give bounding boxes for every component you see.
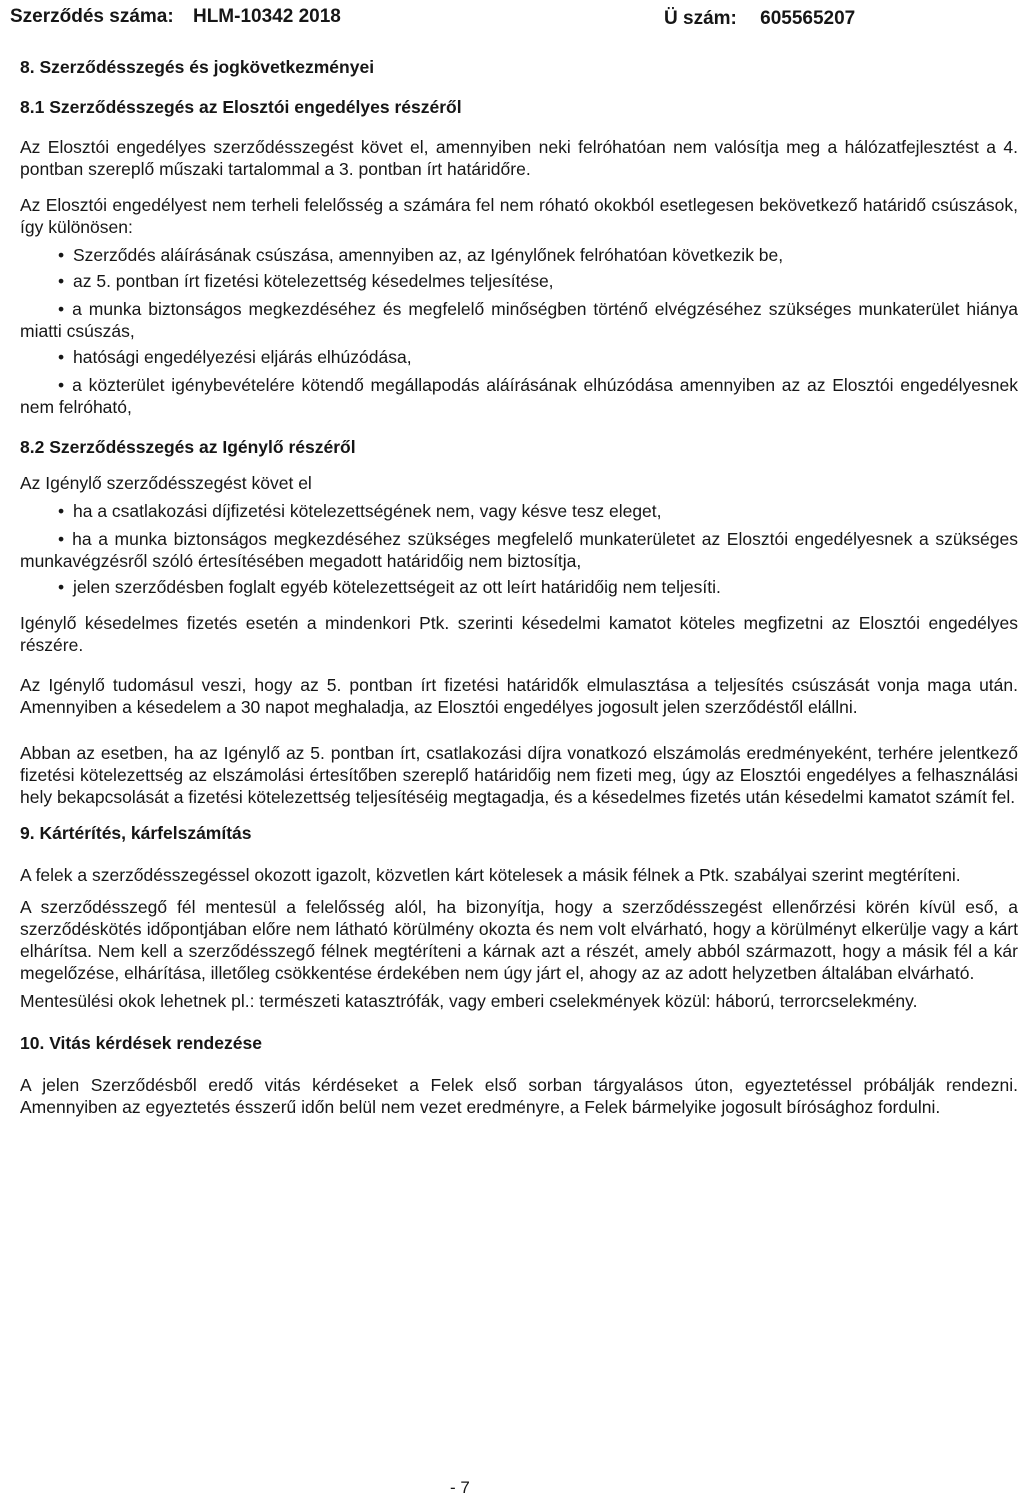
u-number-value: 605565207 xyxy=(760,8,856,29)
section-8-2-bullet-list xyxy=(20,500,1018,598)
list-item: • ha a csatlakozási díjfizetési kötelezettségének nem, vagy késve tesz eleget, xyxy=(20,500,1018,522)
section-9-paragraph-1: A felek a szerződésszegéssel okozott igazolt, közvetlen kárt kötelesek a másik félnek a Ptk. szabályai szerint megtéríteni. xyxy=(20,865,961,885)
contract-number-label: Szerződés száma: xyxy=(10,6,174,27)
document-header xyxy=(10,6,1000,36)
section-10-paragraph-1: A jelen Szerződésből eredő vitás kérdéseket a Felek első sorban tárgyalásos úton, egyeztetéssel próbálják rendezni. Amennyiben az egyeztetés ésszerű időn belül nem vezet eredményre, a Felek bármelyike jogosult bírósághoz fordulni. xyxy=(20,1075,1018,1117)
u-number-block xyxy=(664,8,855,30)
section-8-1-paragraph-2: Az Elosztói engedélyest nem terheli felelősség a számára fel nem róható okokból esetlegesen bekövetkező határidő csúszások, így különösen: xyxy=(20,195,1018,237)
section-8-2-paragraph-2: Igénylő késedelmes fizetés esetén a mindenkori Ptk. szerinti késedelmi kamatot köteles megfizetni az Elosztói engedélyes részére. xyxy=(20,613,1018,655)
list-item: • jelen szerződésben foglalt egyéb kötelezettségeit az ott leírt határidőig nem teljesíti. xyxy=(20,576,1018,598)
section-8-1-bullet-list xyxy=(20,244,1018,418)
list-item: • a munka biztonságos megkezdéséhez és megfelelő minőségben történő elvégzéséhez szükséges munkaterület hiánya miatti csúszás, xyxy=(20,299,1018,341)
section-8-2-paragraph-4: Abban az esetben, ha az Igénylő az 5. pontban írt, csatlakozási díjra vonatkozó elszámolás eredményeként, terhére jelentkező fizetési kötelezettség az elszámolási értesítőben szereplő határidőig nem fizeti meg, úgy az Elosztói engedélyes a felhasználási hely bekapcsolását a fizetési kötelezettség teljesítéséig megtagadja, és a késedelmes fizetés után késedelmi kamatot számít fel. xyxy=(20,743,1018,807)
contract-number-block xyxy=(10,6,341,28)
document-body xyxy=(20,56,1018,1118)
list-item: • a közterület igénybevételére kötendő megállapodás aláírásának elhúzódása amennyiben az az Elosztói engedélyesnek nem felróható, xyxy=(20,375,1018,417)
section-8-1-title: 8.1 Szerződésszegés az Elosztói engedélyes részéről xyxy=(20,97,462,117)
section-8-2-paragraph-3: Az Igénylő tudomásul veszi, hogy az 5. pontban írt fizetési határidők elmulasztása a teljesítés csúszását vonja maga után. Amennyiben a késedelem a 30 napot meghaladja, az Elosztói engedélyes jogosult jelen szerződéstől elállni. xyxy=(20,675,1018,717)
list-item: • ha a munka biztonságos megkezdéséhez szükséges megfelelő munkaterületet az Elosztói engedélyesnek a szükséges munkavégzésről szóló értesítésében megadott határidőig nem biztosítja, xyxy=(20,529,1018,571)
section-8-2-title: 8.2 Szerződésszegés az Igénylő részéről xyxy=(20,437,356,457)
section-9-paragraph-3: Mentesülési okok lehetnek pl.: természeti katasztrófák, vagy emberi cselekmények közül: háború, terrorcselekmény. xyxy=(20,991,918,1011)
contract-number-value: HLM-10342 2018 xyxy=(192,6,341,27)
list-item: • az 5. pontban írt fizetési kötelezettség késedelmes teljesítése, xyxy=(20,270,1018,292)
page-number: - 7 xyxy=(450,1478,470,1497)
u-number-label: Ü szám: xyxy=(664,8,737,29)
section-9-title: 9. Kártérítés, kárfelszámítás xyxy=(20,823,252,843)
section-9-paragraph-2: A szerződésszegő fél mentesül a felelősség alól, ha bizonyítja, hogy a szerződésszegést ellenőrzési körén kívül eső, a szerződéskötés időpontjában előre nem látható körülmény okozta és nem volt elvárható, hogy a körülményt elkerülje vagy a kárt elhárítsa. Nem kell a szerződésszegő félnek megtéríteni a kárnak azt a részét, amely abból származott, hogy a másik fél a kár megelőzése, elhárítása, illetőleg csökkentése érdekében nem úgy járt el, ahogy az az adott helyzetben általában elvárható. xyxy=(20,897,1018,983)
list-item: • hatósági engedélyezési eljárás elhúzódása, xyxy=(20,346,1018,368)
list-item: • Szerződés aláírásának csúszása, amennyiben az, az Igénylőnek felróhatóan következik be, xyxy=(20,244,1018,266)
section-10-title: 10. Vitás kérdések rendezése xyxy=(20,1033,262,1053)
section-8-2-paragraph-1: Az Igénylő szerződésszegést követ el xyxy=(20,473,312,493)
section-8-title: 8. Szerződésszegés és jogkövetkezményei xyxy=(20,57,375,77)
section-8-1-paragraph-1: Az Elosztói engedélyes szerződésszegést követ el, amennyiben neki felróhatóan nem valósítja meg a hálózatfejlesztést a 4. pontban szereplő műszaki tartalommal a 3. pontban írt határidőre. xyxy=(20,137,1018,179)
